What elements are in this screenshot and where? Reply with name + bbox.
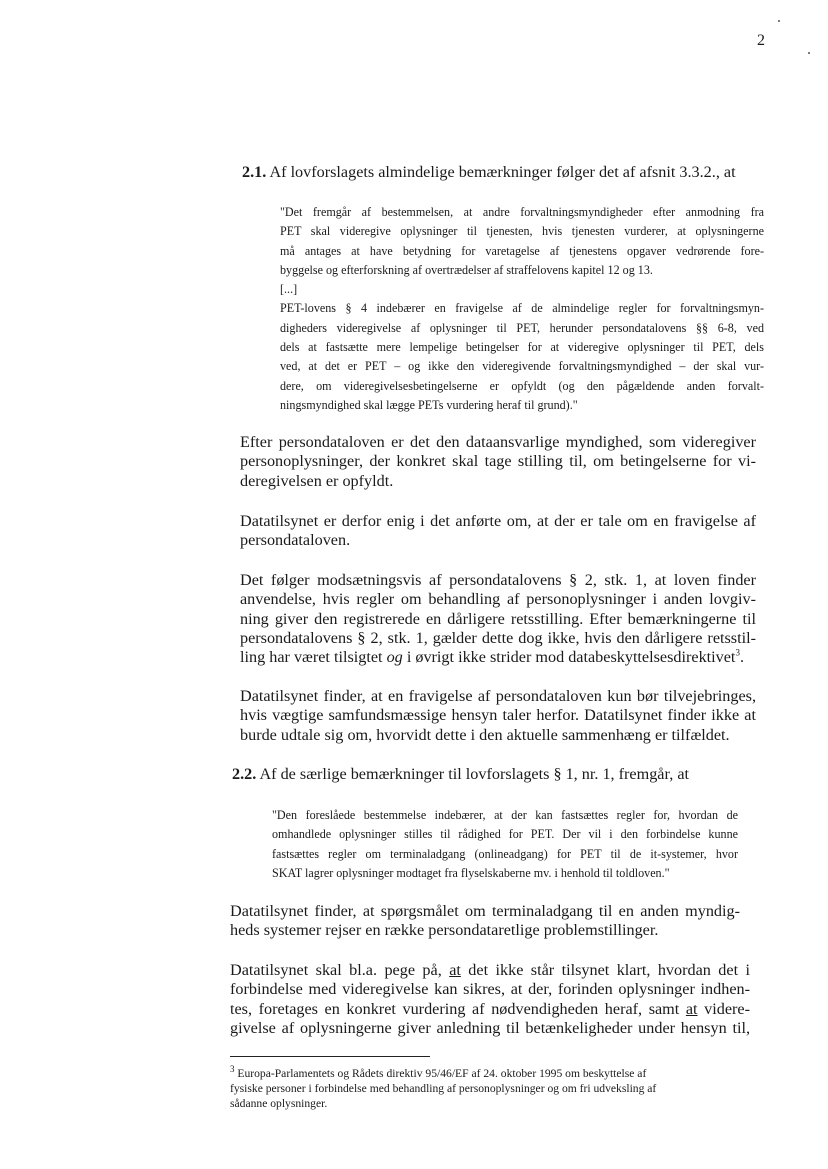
paragraph-text: Datatilsynet skal bl.a. pege på, [230,961,450,979]
footnote-text: Europa-Parlamentets og Rådets direktiv 95/46/EF af 24. oktober 1995 om beskyttelse af [234,1067,647,1080]
quote-line: digheders videregivelse af oplysninger til PET, herunder persondatalovens §§ 6-8, ved [280,320,764,335]
section-number: 2.2. [232,765,257,783]
quote-line: SKAT lagrer oplysninger modtaget fra flyselskaberne mv. i henhold til toldloven." [272,865,670,880]
paragraph-line: personoplysninger, der konkret skal tage stilling til, om betingelserne for vi- [240,452,756,471]
paragraph-text: tes, foretages en konkret vurdering af nødvendigheden heraf, samt [230,999,686,1018]
quote-line: "Den foreslåede bestemmelse indebærer, at der kan fastsættes regler for, hvordan de [272,808,738,822]
paragraph-line: Datatilsynet finder, at en fravigelse af persondataloven kun bør tilvejebringes, [240,687,756,705]
paragraph-line: forbindelse med videregivelse kan sikres, at der, forinden oplysninger indhen- [230,980,750,999]
paragraph-line [230,961,750,980]
quote-line: [...] [280,282,298,297]
paragraph-line: persondatalovens § 2, stk. 1, gælder dette dog ikke, hvis den dårligere retsstil- [240,628,756,647]
paragraph-line: anvendelse, hvis regler om behandling af personoplysninger i anden lovgiv- [240,590,756,609]
paragraph-line: ning giver den registrerede en dårligere retsstilling. Efter bemærkningerne til [240,609,756,628]
quote-line: PET-lovens § 4 indebærer en fravigelse af de almindelige regler for forvaltningsmyn- [280,301,764,316]
footnote-line: sådanne oplysninger. [230,1097,328,1110]
paragraph-line: deregivelsen er opfyldt. [240,471,394,490]
paragraph [240,512,756,551]
paragraph [230,902,740,941]
quote-line: fastsættes regler om terminaladgang (onlineadgang) for PET til de it-systemer, hvor [272,846,738,861]
quote-line: PET skal videregive oplysninger til tjenesten, hvis tjenesten vurderer, at oplysningerne [280,224,764,239]
footnote [230,1066,740,1111]
paragraph [230,961,750,1038]
section-heading-2-1 [242,162,782,182]
quote-line: dels at fastsætte mere lempelige betingelser for at videregive oplysninger til PET, dels [280,340,764,355]
quote-line: omhandlede oplysninger stilles til rådighed for PET. Der vil i den forbindelse kunne [272,827,738,842]
paragraph [240,571,756,667]
underlined-text: at [449,961,461,979]
block-quote-2-1 [280,203,764,415]
page-number: 2 [757,32,765,49]
paragraph-text: i øvrigt ikke strider mod databeskyttelsesdirektivet [402,648,736,667]
paragraph-line: Datatilsynet er derfor enig i det anførte om, at der er tale om en fravigelse af [240,512,756,530]
paragraph-line: hvis vægtige samfundsmæssige hensyn taler herfor. Datatilsynet finder ikke at [240,706,756,725]
quote-line: ningsmyndighed skal lægge PETs vurdering heraf til grund)." [280,397,578,412]
paragraph-line [240,648,756,667]
quote-line: byggelse og efterforskning af overtrædelser af straffelovens kapitel 12 og 13. [280,262,653,277]
quote-line: ved, at det er PET – og ikke den videregivende forvaltningsmyndighed – der skal vur- [280,359,764,374]
paragraph-text: videre- [697,999,751,1018]
paragraph-line [230,1000,750,1019]
scan-speck [808,52,810,54]
footnote-reference[interactable]: 3 [735,647,740,658]
paragraph-line: persondataloven. [240,531,351,550]
section-number: 2.1. [242,163,267,181]
paragraph-text: . [739,648,744,667]
quote-line: må antages at have betydning for varetagelse af tjenestens opgaver vedrørende fore- [280,243,764,258]
footnote-line: fysiske personer i forbindelse med behandling af personoplysninger og om fri udveksling af [230,1082,657,1095]
section-heading-text: Af lovforslagets almindelige bemærkninger følger det af afsnit 3.3.2., at [269,163,736,181]
footnote-marker: 3 [230,1064,235,1075]
paragraph [240,433,756,491]
footnote-line [230,1066,740,1081]
paragraph-text: det ikke står tilsynet klart, hvordan det i [460,961,750,979]
paragraph-line: heds systemer rejser en række persondataretlige problemstillinger. [230,921,659,940]
paragraph-text: ling har været tilsigtet [240,648,387,667]
underlined-text: at [685,999,698,1018]
paragraph-line: Datatilsynet finder, at spørgsmålet om terminaladgang til en anden myndig- [230,902,740,920]
block-quote-2-2 [272,806,738,883]
scan-speck [778,20,780,22]
paragraph-line: burde udtale sig om, hvorvidt dette i den aktuelle sammenhæng er tilfældet. [240,725,730,744]
quote-line: "Det fremgår af bestemmelsen, at andre forvaltningsmyndigheder efter anmodning fra [280,205,764,219]
paragraph-line: Det følger modsætningsvis af persondatalovens § 2, stk. 1, at loven finder [240,571,756,589]
paragraph-line: givelse af oplysningerne giver anledning til betænkeligheder under hensyn til, [230,1018,750,1037]
emphasis-text: og [386,648,403,667]
paragraph-line: Efter persondataloven er det den dataansvarlige myndighed, som videregiver [240,433,756,451]
paragraph [240,687,756,745]
section-heading-2-2 [232,764,772,784]
section-heading-text: Af de særlige bemærkninger til lovforslagets § 1, nr. 1, fremgår, at [259,765,690,783]
footnote-divider [230,1056,430,1057]
quote-line: dere, om videregivelsesbetingelserne er opfyldt (og den pågældende anden forvalt- [280,378,764,393]
